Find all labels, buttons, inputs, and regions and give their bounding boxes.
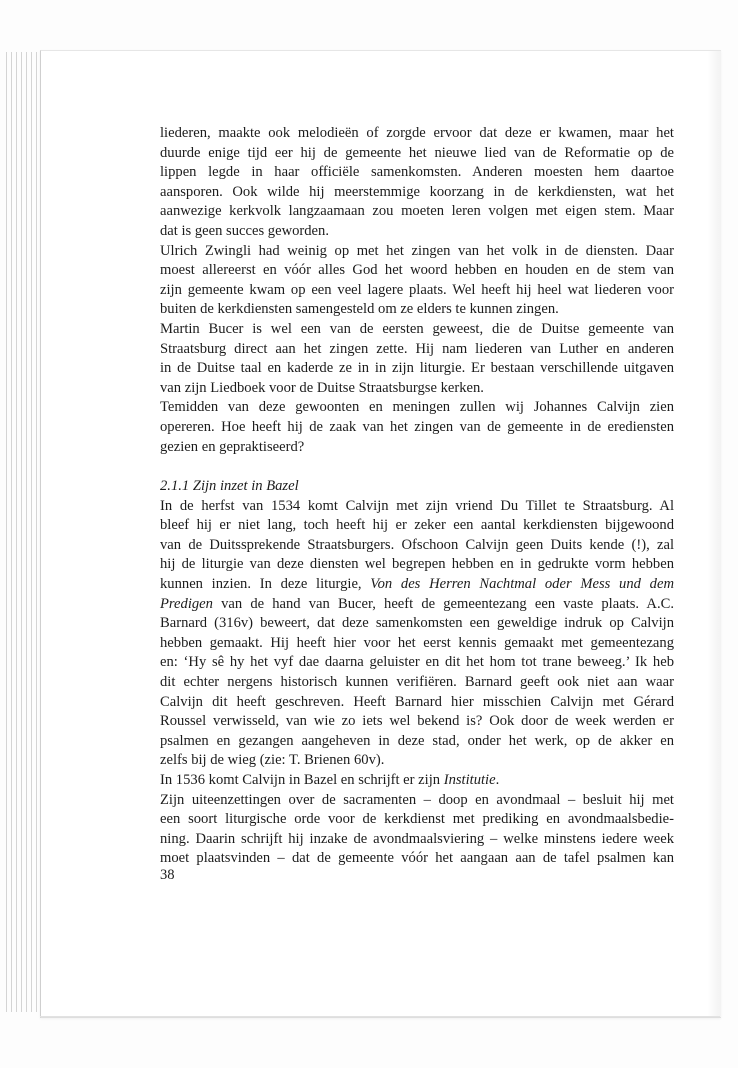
text-line <box>160 751 674 771</box>
text-segment: Temidden van deze gewoonten en meningen zullen wij Johannes Calvijn zien <box>160 399 674 416</box>
text-segment: gezien en gepraktiseerd? <box>160 438 305 455</box>
text-segment: van de hand van Bucer, heeft de gemeentezang een vaste plaats. A.C. <box>212 595 674 612</box>
text-segment: hebben gemaakt. Hij heeft hier voor het eerst kennis gemaakt met gemeentezang <box>160 634 674 651</box>
text-line <box>160 438 674 458</box>
text-segment: kunnen inzien. In deze liturgie, <box>160 576 371 593</box>
text-line <box>160 183 674 203</box>
text-line <box>160 732 674 752</box>
text-line <box>160 340 674 360</box>
section-gap <box>160 457 674 477</box>
text-line <box>160 418 674 438</box>
text-line <box>160 379 674 399</box>
text-line <box>160 614 674 634</box>
text-segment: een soort liturgische orde voor de kerkdienst met prediking en avondmaalsbedie- <box>160 811 674 828</box>
text-line <box>160 712 674 732</box>
text-segment: ning. Daarin schrijft hij inzake de avondmaalsviering – welke minstens iedere week <box>160 830 674 847</box>
body-text <box>160 124 674 869</box>
text-line <box>160 810 674 830</box>
text-segment: In 1536 komt Calvijn in Bazel en schrijft er zijn <box>160 772 444 788</box>
text-line <box>160 830 674 850</box>
text-segment: buiten de kerkdiensten samengesteld om ze elders te kunnen zingen. <box>160 301 559 318</box>
page-number: 38 <box>160 867 175 883</box>
text-segment: liederen, maakte ook melodieën of zorgde ervoor dat deze er kwamen, maar het <box>160 125 674 141</box>
text-segment: Straatsburg direct aan het zingen zette. Hij nam liederen van Luther en anderen <box>160 340 674 357</box>
text-segment: Institutie <box>443 772 496 788</box>
text-segment: zelfs bij de wieg (zie: T. Brienen 60v). <box>160 752 385 769</box>
text-segment: moest allereerst en vóór alles God het woord hebben en houden en de stem van <box>160 262 674 279</box>
text-segment: psalmen en gezangen aangeheven in deze stad, onder het werk, op de akker en <box>160 732 674 749</box>
section-heading: 2.1.1 Zijn inzet in Bazel <box>160 478 299 495</box>
text-line <box>160 771 674 791</box>
text-line <box>160 497 674 517</box>
text-line <box>160 320 674 340</box>
text-line <box>160 673 674 693</box>
text-line <box>160 163 674 183</box>
page-edge-shadow <box>707 51 721 1017</box>
page-bottom-edge <box>40 1016 720 1021</box>
text-segment: van zijn Liedboek voor de Duitse Straatsburgse kerken. <box>160 379 484 396</box>
text-line <box>160 222 674 242</box>
text-segment: dat is geen succes geworden. <box>160 222 329 239</box>
text-line <box>160 693 674 713</box>
text-line <box>160 242 674 262</box>
text-segment: van de Duitssprekende Straatsburgers. Ofschoon Calvijn geen Duits kende (!), zal <box>160 536 674 553</box>
text-segment: Barnard (316v) beweert, dat deze samenkomsten een geweldige indruk op Calvijn <box>160 615 674 632</box>
text-segment: en: ‘Hy sê hy het vyf dae daarna geluister en dit het hom tot trane beweeg.’ Ik heb <box>160 654 674 671</box>
text-line <box>160 634 674 654</box>
text-line <box>160 791 674 811</box>
text-segment: Calvijn dit heeft geschreven. Heeft Barnard hier misschien Calvijn met Gérard <box>160 693 674 710</box>
text-segment: bleef hij er niet lang, toch heeft hij er zeker een aantal kerkdiensten bijgewoond <box>160 517 674 534</box>
text-line <box>160 516 674 536</box>
text-line <box>160 144 674 164</box>
text-segment: in de Duitse taal en kaderde ze in in zijn liturgie. Er bestaan verschillende uitgaven <box>160 360 674 377</box>
text-segment: Predigen <box>160 595 213 612</box>
text-segment: aansporen. Ook wilde hij meerstemmige koorzang in de kerkdiensten, wat het <box>160 183 674 200</box>
text-segment: Martin Bucer is wel een van de eersten geweest, die de Duitse gemeente van <box>160 320 674 337</box>
text-segment: lippen legde in haar officiële samenkomsten. Anderen moesten hem daartoe <box>160 164 674 181</box>
text-segment: Ulrich Zwingli had weinig op met het zingen van het volk in de diensten. Daar <box>160 242 674 259</box>
text-line <box>160 300 674 320</box>
text-line <box>160 536 674 556</box>
text-segment: In de herfst van 1534 komt Calvijn met zijn vriend Du Tillet te Straatsburg. Al <box>160 497 674 514</box>
text-line <box>160 555 674 575</box>
text-line <box>160 202 674 222</box>
text-line <box>160 261 674 281</box>
text-line <box>160 281 674 301</box>
text-segment: dit echter nergens historisch kunnen verifiëren. Barnard geeft ook niet aan waar <box>160 674 674 691</box>
text-segment: duurde enige tijd eer hij de gemeente het nieuwe lied van de Reformatie op de <box>160 144 674 161</box>
text-segment: Von des Herren Nachtmal oder Mess und dem <box>370 576 674 593</box>
text-segment: zijn gemeente kwam op een veel lagere plaats. Wel heeft hij heel wat liederen voor <box>160 281 674 298</box>
page-stack-edges <box>4 52 44 1012</box>
text-line <box>160 849 674 869</box>
text-segment: . <box>495 772 500 788</box>
text-segment: aanwezige kerkvolk langzaamaan zou moeten leren volgen met eigen stem. Maar <box>160 203 674 220</box>
text-segment: hij de liturgie van deze diensten wel begrepen hebben en in gedrukte vorm hebben <box>160 556 674 573</box>
text-line <box>160 653 674 673</box>
text-segment: moet plaatsvinden – dat de gemeente vóór het aangaan aan de tafel psalmen kan <box>160 850 674 867</box>
text-line <box>160 575 674 595</box>
text-segment: Roussel verwisseld, van wie zo iets wel bekend is? Ook door de week werden er <box>160 713 674 730</box>
text-line <box>160 398 674 418</box>
text-line <box>160 595 674 615</box>
text-line <box>160 359 674 379</box>
text-segment: Zijn uiteenzettingen over de sacramenten – doop en avondmaal – besluit hij met <box>160 791 674 808</box>
text-segment: opereren. Hoe heeft hij de zaak van het zingen van de gemeente in de erediensten <box>160 418 674 435</box>
text-line <box>160 124 674 144</box>
